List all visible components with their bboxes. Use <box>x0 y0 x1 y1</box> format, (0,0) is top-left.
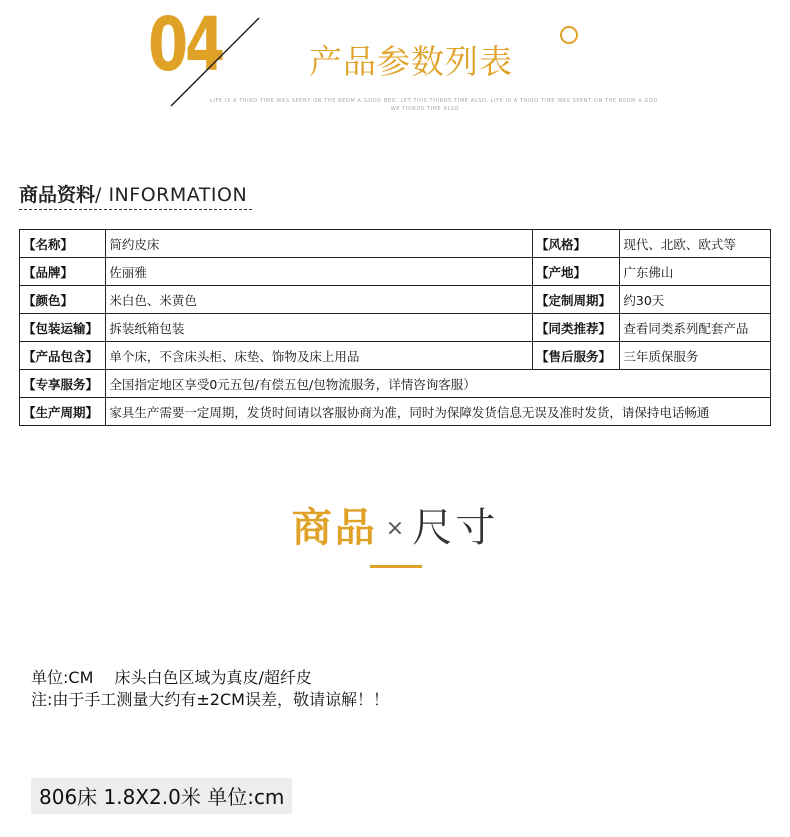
product-spec-table <box>19 229 771 426</box>
table-row <box>20 258 771 286</box>
size-title-dark: 尺寸 <box>412 505 499 551</box>
information-heading <box>19 182 247 208</box>
row-label: 【专享服务】 <box>20 370 106 398</box>
tagline-text-2: WE THIRDS TIME ALSO <box>390 106 460 112</box>
row-value: 拆装纸箱包装 <box>106 314 533 342</box>
table-row <box>20 230 771 258</box>
decorative-ring-icon <box>560 26 578 44</box>
row-label: 【产品包含】 <box>20 342 106 370</box>
row-label: 【颜色】 <box>20 286 106 314</box>
row-value: 单个床，不含床头柜、床垫、饰物及床上用品 <box>106 342 533 370</box>
table-row <box>20 370 771 398</box>
row-value: 米白色、米黄色 <box>106 286 533 314</box>
row-label: 【售后服务】 <box>533 342 620 370</box>
size-title-gold: 商品 <box>291 505 378 551</box>
size-section-title <box>0 500 790 557</box>
row-value: 现代、北欧、欧式等 <box>620 230 771 258</box>
row-label: 【包装运输】 <box>20 314 106 342</box>
information-heading-en: / INFORMATION <box>95 184 248 206</box>
row-value: 查看同类系列配套产品 <box>620 314 771 342</box>
row-value: 三年质保服务 <box>620 342 771 370</box>
row-value: 家具生产需要一定周期，发货时间请以客服协商为准，同时为保障发货信息无误及准时发货，请保持电话畅通 <box>106 398 771 426</box>
measurement-disclaimer: 注:由于手工测量大约有±2CM误差，敬请谅解！！ <box>31 690 389 709</box>
row-label: 【生产周期】 <box>20 398 106 426</box>
row-label: 【风格】 <box>533 230 620 258</box>
table-row <box>20 314 771 342</box>
page-title: 产品参数列表 <box>309 42 513 81</box>
row-label: 【同类推荐】 <box>533 314 620 342</box>
section-number: 04 <box>148 2 223 88</box>
unit-note: 单位:CM 床头白色区域为真皮/超纤皮 <box>31 668 312 687</box>
table-row <box>20 398 771 426</box>
title-underline-bar <box>370 565 422 568</box>
row-label: 【品牌】 <box>20 258 106 286</box>
row-value: 佐丽雅 <box>106 258 533 286</box>
row-value: 简约皮床 <box>106 230 533 258</box>
row-label: 【名称】 <box>20 230 106 258</box>
heading-underline <box>19 209 252 210</box>
row-label: 【产地】 <box>533 258 620 286</box>
row-value: 广东佛山 <box>620 258 771 286</box>
information-heading-cn: 商品资料 <box>19 184 96 206</box>
row-value: 约30天 <box>620 286 771 314</box>
diagonal-slash-line <box>165 14 265 110</box>
row-value: 全国指定地区享受0元五包/有偿五包/包物流服务，详情咨询客服） <box>106 370 771 398</box>
table-row <box>20 342 771 370</box>
model-size-label: 806床 1.8X2.0米 单位:cm <box>31 778 292 814</box>
row-label: 【定制周期】 <box>533 286 620 314</box>
table-row <box>20 286 771 314</box>
times-icon: × <box>385 516 405 541</box>
tagline-text: LIFE IS A THIRD TIME WAS SPENT ON THE BEDM A GOOD BED, LET THIS THIRDS TIME ALSO, LIFE IS A THIRD TIME WAS SPENT ON THE BEDM A GOO <box>210 98 659 104</box>
